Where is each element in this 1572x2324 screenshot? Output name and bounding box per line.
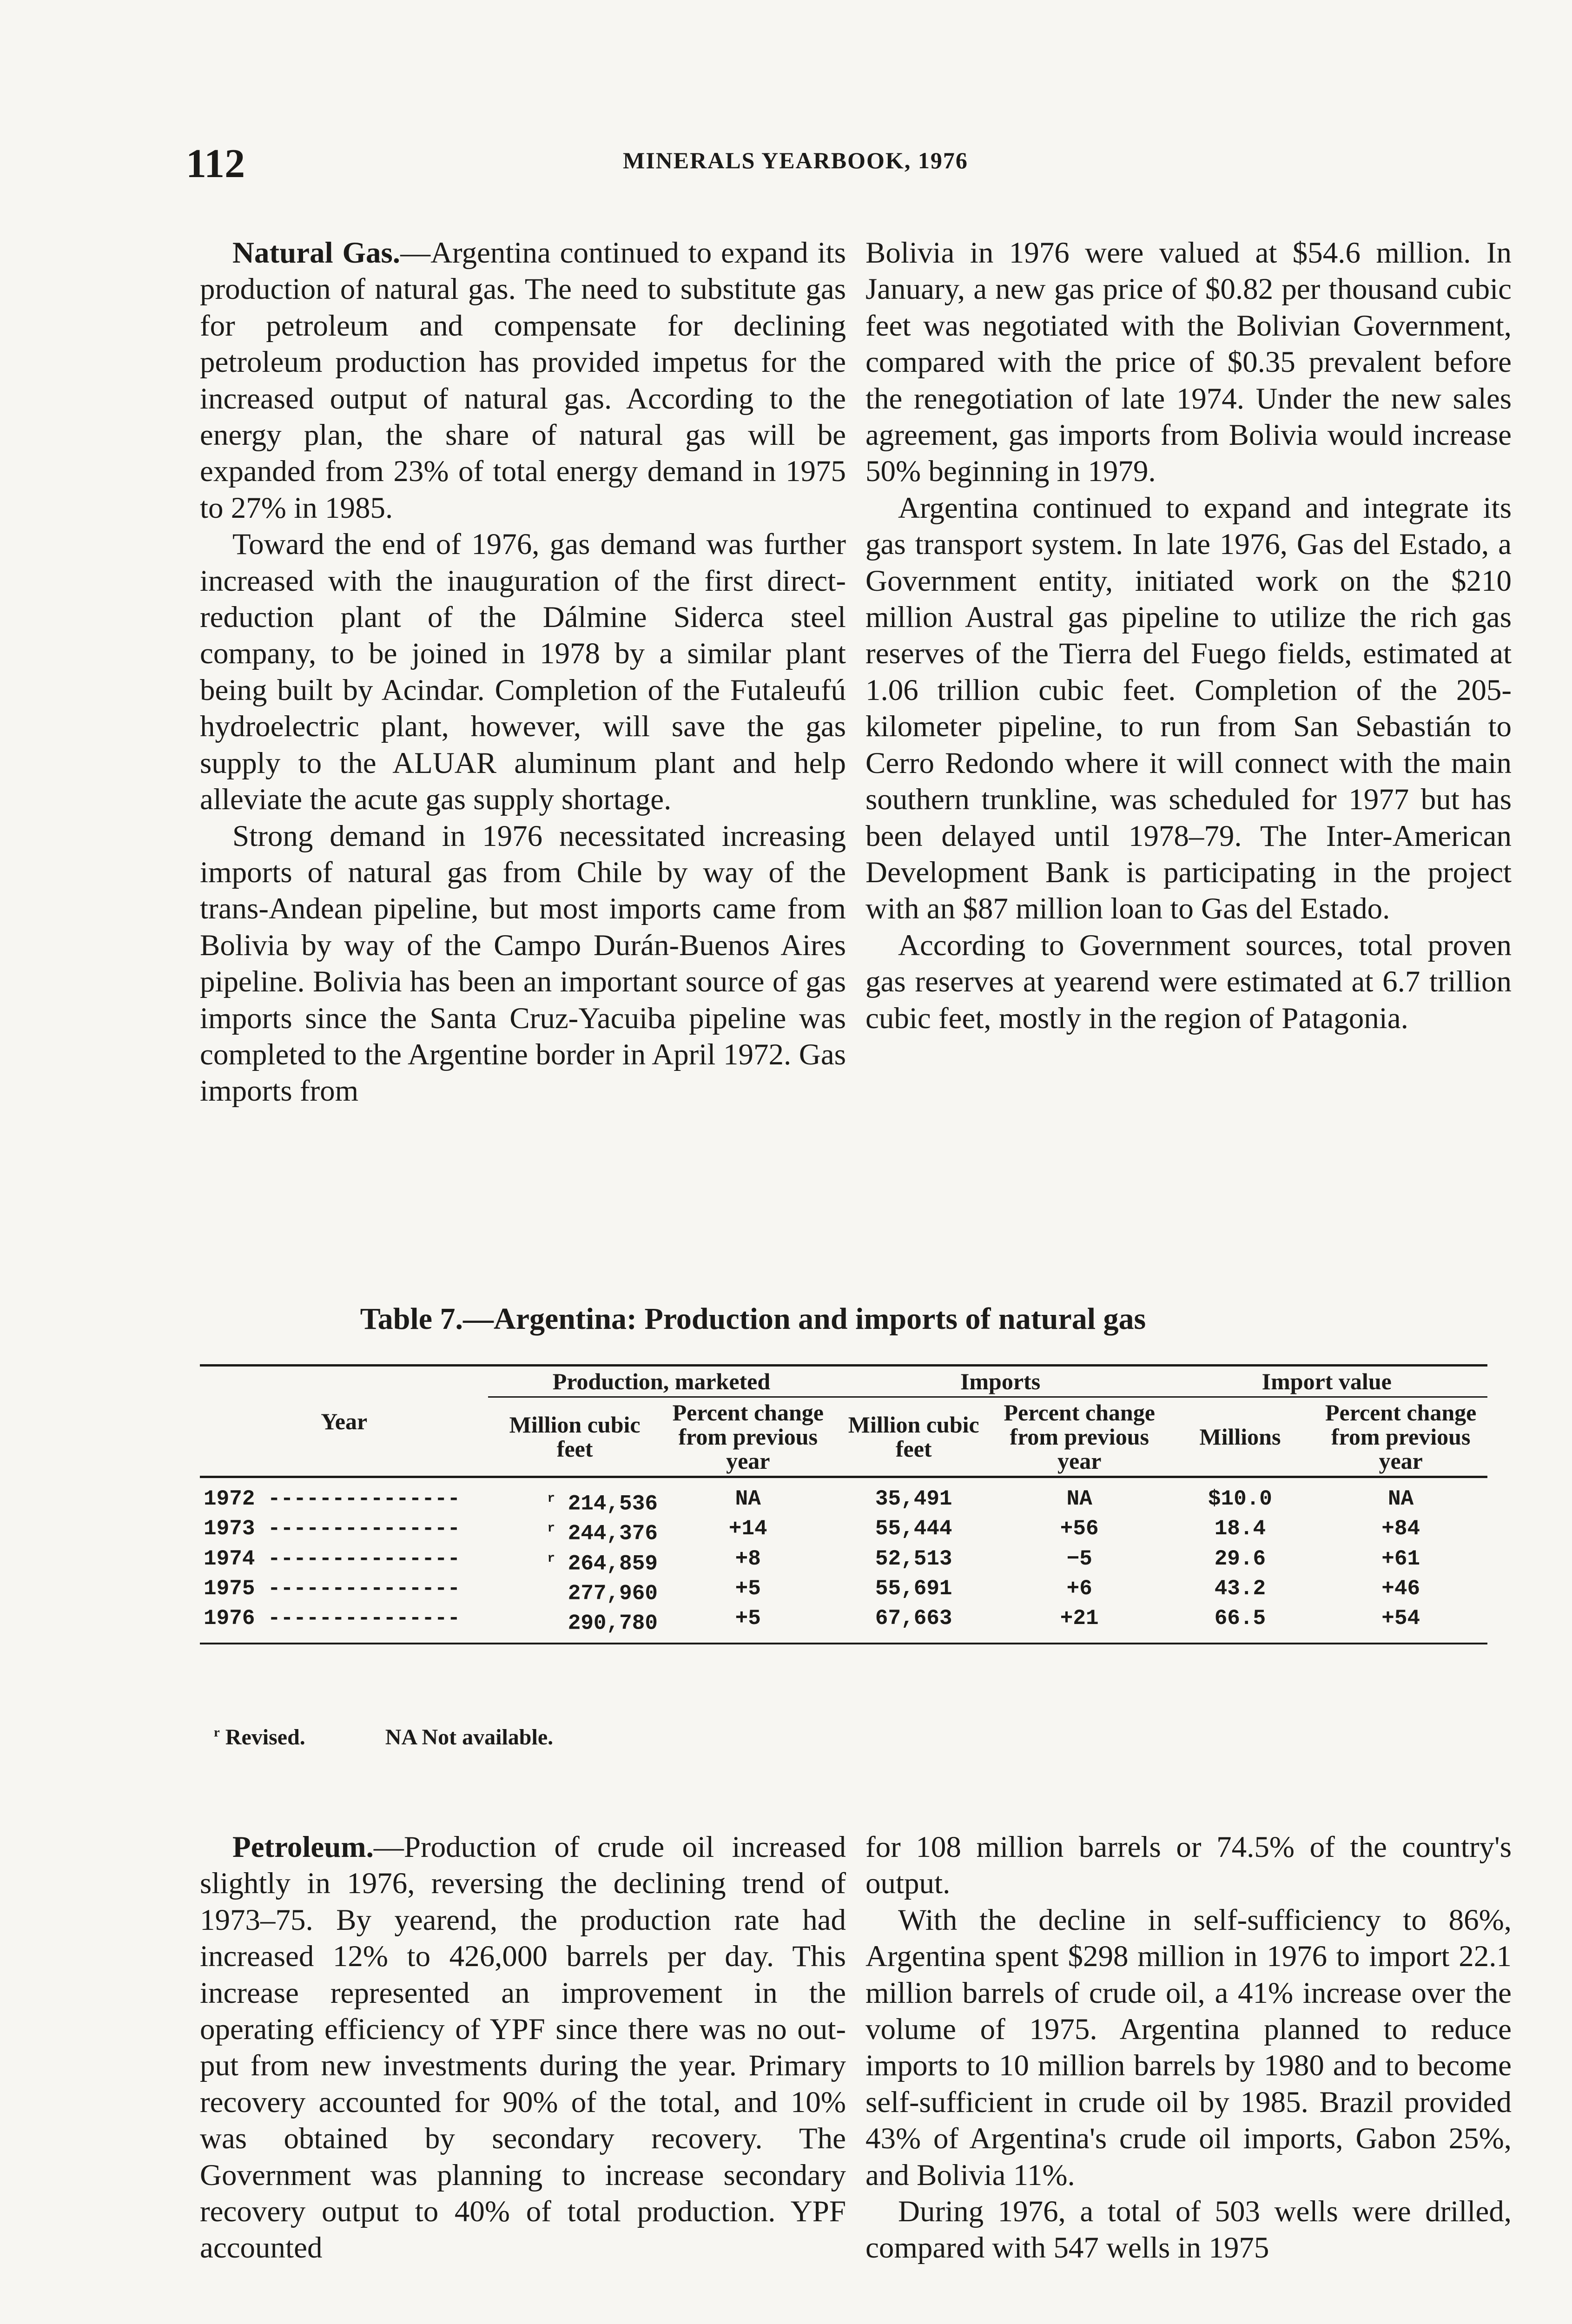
year: 1975 [204,1576,255,1601]
revised-mark: r [214,1725,220,1740]
import-value-change: +46 [1381,1576,1420,1601]
paragraph: With the decline in self-sufficiency to 86%, Argentina spent $298 million in 1976 to import 22.1 million barrels of crude oil, a 41% increase over the volume of 1975. Argentina planned to reduce imports to 10 million barrels by 1980 and to become self-sufficient in crude oil by 1985. Brazil provided 43% of Argentina's crude oil imports, Gabon 25%, and Bolivia 11%. [865,1903,1512,2192]
natural-gas-intro [200,235,846,526]
table-row [200,1516,1487,1546]
petroleum-heading: Petroleum. [232,1830,374,1864]
imports-value: 55,444 [875,1517,952,1541]
revised-mark: r [547,1492,555,1506]
imports-value: 67,663 [875,1606,952,1631]
year-header: Year [200,1366,488,1477]
sub-header: Percent change from previous year [672,1400,824,1474]
import-value-change: +84 [1381,1517,1420,1541]
petroleum-column-left [200,1829,846,2266]
table-7 [200,1364,1487,1644]
imports-change: +21 [1060,1606,1099,1631]
paragraph: Bolivia in 1976 were valued at $54.6 million. In January, a new gas price of $0.82 per thousand cubic feet was negotiated with the Bolivian Government, compared with the price of $0.35 prevalent before the renegotiation of late 1974. Under the new sales agreement, gas imports from Bolivia would increase 50% beginning in 1979. [865,236,1512,489]
import-value: 43.2 [1214,1576,1266,1601]
production-change: +8 [735,1546,761,1571]
imports-change: +6 [1066,1576,1092,1601]
paragraph: According to Government sources, total proven gas reserves at yearend were estimated at 6.7 trillion cubic feet, mostly in the region of Patagonia. [865,928,1512,1035]
sub-header: Million cubic feet [509,1412,641,1462]
import-value-change: NA [1388,1487,1414,1511]
production-value: 290,780 [568,1611,658,1636]
production-change: +5 [735,1606,761,1631]
table-title: Table 7.—Argentina: Production and imports of natural gas [360,1302,1146,1336]
petroleum-intro [200,1829,846,2266]
production-value: 214,536 [568,1492,658,1516]
production-value: 264,859 [568,1551,658,1576]
natural-gas-heading: Natural Gas. [232,236,401,270]
page-number: 112 [186,141,245,186]
imports-change: NA [1066,1487,1092,1511]
paragraph: During 1976, a total of 503 wells were drilled, compared with 547 wells in 1975 [865,2195,1512,2265]
import-value: 18.4 [1214,1517,1266,1541]
import-value: $10.0 [1208,1487,1272,1511]
natural-gas-column-right [865,235,1512,1037]
import-value-change: +54 [1381,1606,1420,1631]
paragraph: Toward the end of 1976, gas demand was further increased with the inauguration of the first direct-reduction plant of the Dálmine Siderca steel company, to be joined in 1978 by a similar plant being built by Acindar. Completion of the Futaleufú hydroelectric plant, however, will save the gas supply to the ALUAR aluminum plant and help alleviate the acute gas supply shortage. [200,528,846,817]
leader-dots: --------------- [255,1606,461,1631]
group-header-production: Production, marketed [488,1366,834,1397]
table-row [200,1606,1487,1643]
import-value: 29.6 [1214,1546,1266,1571]
production-value: 244,376 [568,1521,658,1546]
revised-mark: r [547,1521,555,1536]
footnote-revised-text: Revised. [219,1725,305,1750]
natural-gas-column-left [200,235,846,1109]
group-header-imports: Imports [835,1366,1166,1397]
year: 1976 [204,1606,255,1631]
footnote-revised [214,1725,343,1750]
sub-header: Percent change from previous year [1325,1400,1477,1474]
group-header-import-value: Import value [1166,1366,1487,1397]
production-change: +5 [735,1576,761,1601]
year: 1973 [204,1517,255,1541]
footnote-na: NA Not available. [385,1725,554,1750]
leader-dots: --------------- [255,1576,461,1601]
running-title: MINERALS YEARBOOK, 1976 [623,147,968,173]
imports-value: 35,491 [875,1487,952,1511]
paragraph: for 108 million barrels or 74.5% of the country's output. [865,1830,1512,1901]
year: 1972 [204,1487,255,1511]
table-row [200,1546,1487,1576]
paragraph-text: —Argentina continued to expand its production of natural gas. The need to substitute gas for petroleum and compensate for declining petroleum production has provided impetus for the increased output of natural gas. According to the energy plan, the share of natural gas will be expanded from 23% of total energy demand in 1975 to 27% in 1985. [200,236,846,525]
leader-dots: --------------- [255,1546,461,1571]
production-value: 277,960 [568,1581,658,1606]
table-row [200,1576,1487,1606]
sub-header: Millions [1199,1424,1281,1450]
production-change: NA [735,1487,761,1511]
imports-value: 55,691 [875,1576,952,1601]
petroleum-column-right [865,1829,1512,2266]
sub-header: Million cubic feet [848,1412,979,1462]
paragraph: Strong demand in 1976 necessitated increasing imports of natural gas from Chile by way of the trans-Andean pipeline, but most imports came from Bolivia by way of the Campo Durán-Buenos Aires pipeline. Bolivia has been an important source of gas imports since the Santa Cruz-Yacuiba pipeline was completed to the Argentine border in April 1972. Gas imports from [200,819,846,1108]
imports-change: +56 [1060,1517,1099,1541]
revised-mark: r [547,1551,555,1566]
production-change: +14 [728,1517,767,1541]
imports-value: 52,513 [875,1546,952,1571]
sub-header: Percent change from previous year [1004,1400,1155,1474]
paragraph-text: —Production of crude oil increased slightly in 1976, reversing the declining trend of 1973–75. By yearend, the production rate had increased 12% to 426,000 barrels per day. This increase represented an improvement in the operating efficiency of YPF since there was no output from new investments during the year. Primary recovery accounted for 90% of the total, and 10% was obtained by secondary recovery. The Government was planning to increase secondary recovery output to 40% of total production. YPF accounted [200,1830,846,2265]
import-value-change: +61 [1381,1546,1420,1571]
table-row [200,1477,1487,1517]
paragraph: Argentina continued to expand and integrate its gas transport system. In late 1976, Gas del Estado, a Government entity, initiated work on the $210 million Austral gas pipeline to utilize the rich gas reserves of the Tierra del Fuego fields, estimated at 1.06 trillion cubic feet. Completion of the 205-kilometer pipeline, to run from San Sebastián to Cerro Redondo where it will connect with the main southern trunkline, was scheduled for 1977 but has been delayed until 1978–79. The Inter-American Development Bank is participating in the project with an $87 million loan to Gas del Estado. [865,491,1512,926]
leader-dots: --------------- [255,1517,461,1541]
year: 1974 [204,1546,255,1571]
imports-change: −5 [1066,1546,1092,1571]
leader-dots: --------------- [255,1487,461,1511]
table-footnotes [214,1724,590,1750]
import-value: 66.5 [1214,1606,1266,1631]
